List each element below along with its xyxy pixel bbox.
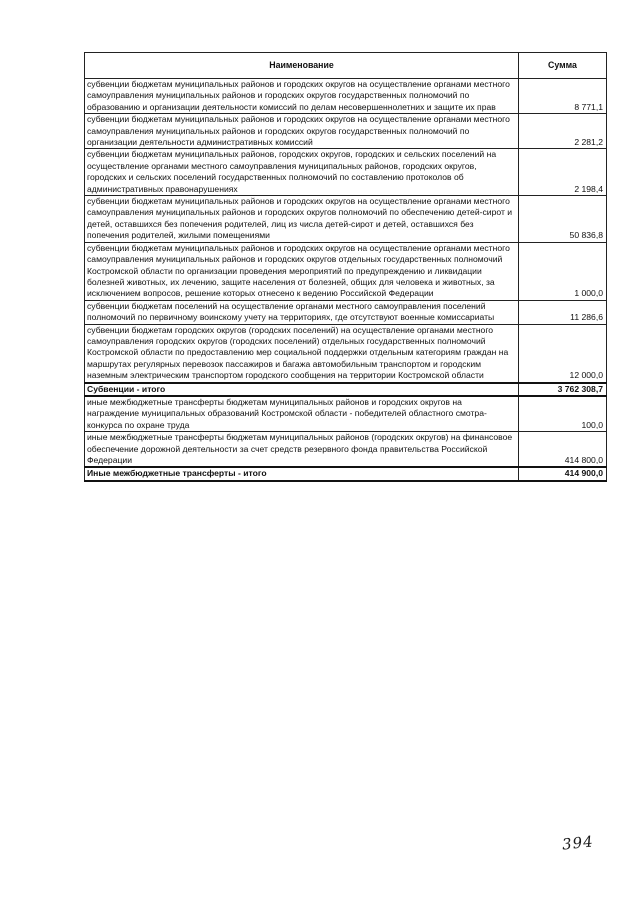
row-sum: 1 000,0 [519, 242, 607, 300]
row-sum: 414 800,0 [519, 432, 607, 468]
table-row [85, 149, 607, 196]
total-name: Иные межбюджетные трансферты - итого [85, 467, 519, 480]
table-row [85, 324, 607, 383]
table-row [85, 79, 607, 114]
row-sum: 100,0 [519, 396, 607, 432]
row-sum: 2 281,2 [519, 114, 607, 149]
budget-table [84, 52, 607, 482]
table-row [85, 114, 607, 149]
row-name: иные межбюджетные трансферты бюджетам муниципальных районов и городских округов на награждение муниципальных образований Костромской области - победителей областного смотра-конкурса по охране труда [85, 396, 519, 432]
header-sum: Сумма [519, 53, 607, 79]
table-row [85, 242, 607, 300]
table-row [85, 196, 607, 243]
row-name: субвенции бюджетам муниципальных районов и городских округов на осуществление органами местного самоуправления муниципальных районов и городских округов отдельных государственных полномочий Костромской области по организации проведения мероприятий по предупреждению и ликвидации болезней животных, их лечению, защите населения от болезней, общих для человека и животных, за исключением вопросов, решение которых отнесено к ведению Российской Федерации [85, 242, 519, 300]
subtotal-sum: 3 762 308,7 [519, 383, 607, 396]
table-row [85, 396, 607, 432]
subtotal-row [85, 383, 607, 396]
header-name: Наименование [85, 53, 519, 79]
row-name: иные межбюджетные трансферты бюджетам муниципальных районов (городских округов) на финансовое обеспечение дорожной деятельности за счет средств резервного фонда правительства Российской Федерации [85, 432, 519, 468]
table-row [85, 300, 607, 324]
row-sum: 2 198,4 [519, 149, 607, 196]
row-name: субвенции бюджетам муниципальных районов и городских округов на осуществление органами местного самоуправления муниципальных районов и городских округов полномочий по обеспечению детей-сирот и детей, оставшихся без попечения родителей, лиц из числа детей-сирот и детей, оставшихся без попечения родителей, жилыми помещениями [85, 196, 519, 243]
total-row [85, 467, 607, 480]
row-sum: 8 771,1 [519, 79, 607, 114]
row-name: субвенции бюджетам муниципальных районов и городских округов на осуществление органами местного самоуправления муниципальных районов и городских округов государственных полномочий по организации деятельности административных комиссий [85, 114, 519, 149]
table-row [85, 432, 607, 468]
row-name: субвенции бюджетам муниципальных районов, городских округов, городских и сельских поселений на осуществление органами местного самоуправления муниципальных районов, городских округов, городских и сельских поселений государственных полномочий по составлению протоколов об административных правонарушениях [85, 149, 519, 196]
row-name: субвенции бюджетам муниципальных районов и городских округов на осуществление органами местного самоуправления муниципальных районов и городских округов государственных полномочий по образованию и организации деятельности комиссий по делам несовершеннолетних и защите их прав [85, 79, 519, 114]
row-sum: 12 000,0 [519, 324, 607, 383]
handwritten-page-number: 394 [561, 832, 595, 854]
row-name: субвенции бюджетам поселений на осуществление органами местного самоуправления поселений полномочий по первичному воинскому учету на территориях, где отсутствуют военные комиссариаты [85, 300, 519, 324]
row-sum: 50 836,8 [519, 196, 607, 243]
subtotal-name: Субвенции - итого [85, 383, 519, 396]
row-name: субвенции бюджетам городских округов (городских поселений) на осуществление органами местного самоуправления городских округов (городских поселений) отдельных государственных полномочий Костромской области по предоставлению мер социальной поддержки отдельным категориям граждан на маршрутах регулярных перевозок пассажиров и багажа автомобильным транспортом и городским наземным электрическим транспортом городского сообщения на территории Костромской области [85, 324, 519, 383]
table-header-row [85, 53, 607, 79]
total-sum: 414 900,0 [519, 467, 607, 480]
row-sum: 11 286,6 [519, 300, 607, 324]
